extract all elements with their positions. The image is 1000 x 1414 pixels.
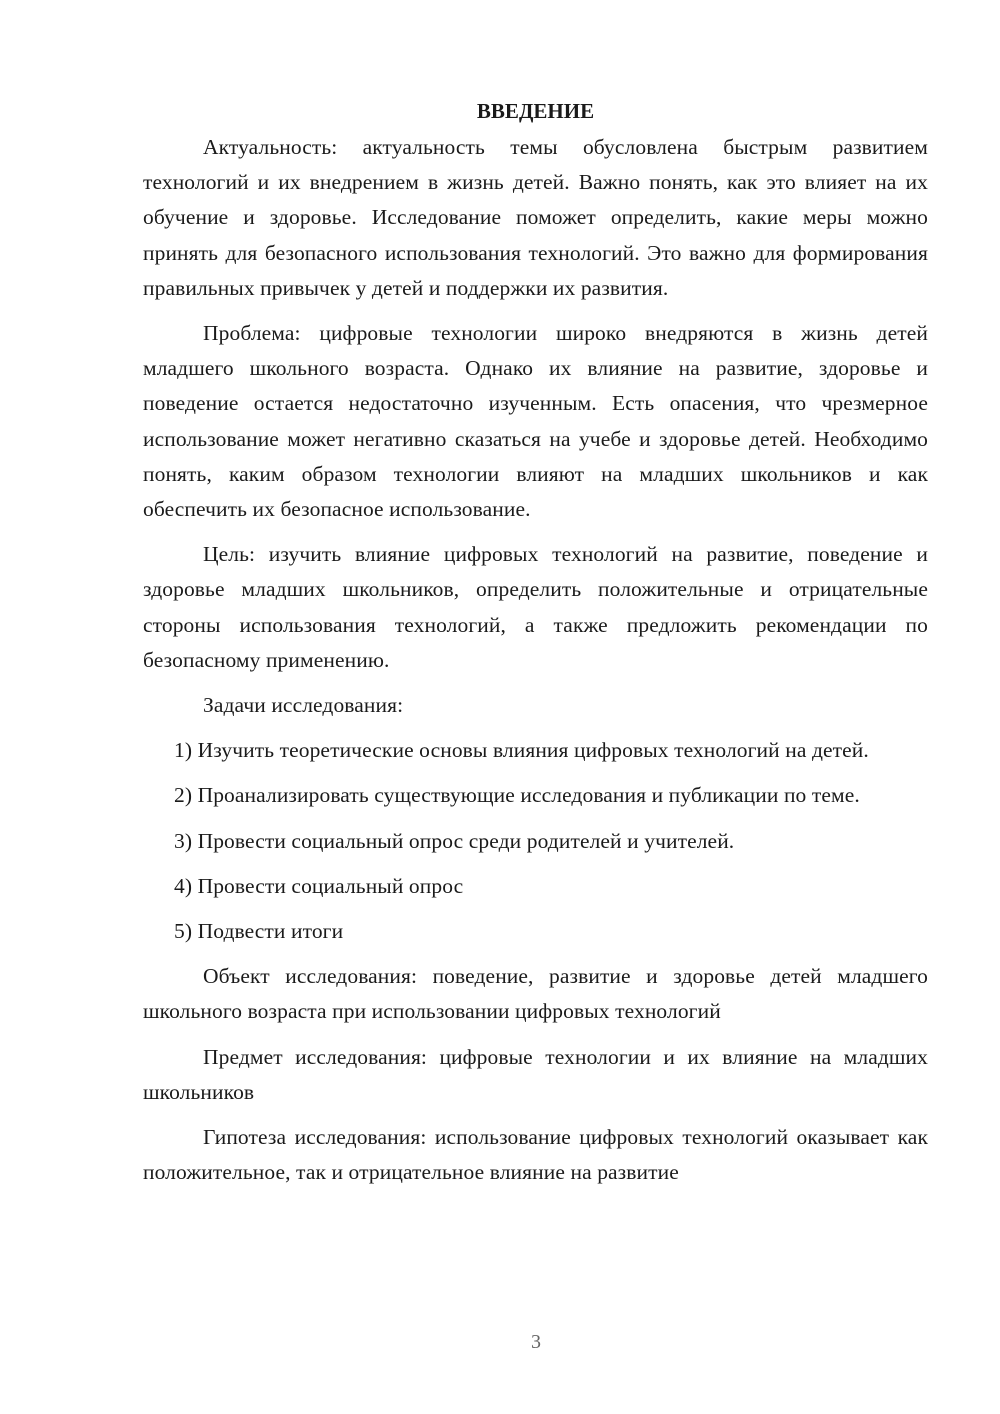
tasks-heading: Задачи исследования: xyxy=(203,693,404,718)
document-page xyxy=(143,96,928,1190)
document-title: ВВЕДЕНИЕ xyxy=(476,99,595,123)
task-item-3: 3) Провести социальный опрос среди родителей и учителей. xyxy=(174,828,735,853)
task-item-4: 4) Провести социальный опрос xyxy=(174,873,464,898)
task-item-1: 1) Изучить теоретические основы влияния цифровых технологий на детей. xyxy=(174,738,869,763)
paragraph-goal: Цель: изучить влияние цифровых технологий на развитие, поведение и здоровье младших школьников, определить положительные и отрицательные стороны использования технологий, а также предложить рекомендации по безопасному применению. xyxy=(143,542,928,672)
paragraph-object: Объект исследования: поведение, развитие и здоровье детей младшего школьного возраста при использовании цифровых технологий xyxy=(143,964,928,1024)
paragraph-hypothesis: Гипотеза исследования: использование цифровых технологий оказывает как положительное, так и отрицательное влияние на развитие xyxy=(143,1125,928,1185)
paragraph-relevance: Актуальность: актуальность темы обусловлена быстрым развитием технологий и их внедрением в жизнь детей. Важно понять, как это влияет на их обучение и здоровье. Исследование поможет определить, какие меры можно принять для безопасного использования технологий. Это важно для формирования правильных привычек у детей и поддержки их развития. xyxy=(143,135,928,300)
task-item-5: 5) Подвести итоги xyxy=(174,919,344,944)
task-item-2: 2) Проанализировать существующие исследования и публикации по теме. xyxy=(174,783,860,808)
page-number: 3 xyxy=(531,1331,541,1353)
paragraph-problem: Проблема: цифровые технологии широко внедряются в жизнь детей младшего школьного возраста. Однако их влияние на развитие, здоровье и поведение остается недостаточно изученным. Есть опасения, что чрезмерное использование может негативно сказаться на учебе и здоровье детей. Необходимо понять, каким образом технологии влияют на младших школьников и как обеспечить их безопасное использование. xyxy=(143,321,928,522)
paragraph-subject: Предмет исследования: цифровые технологии и их влияние на младших школьников xyxy=(143,1044,928,1104)
